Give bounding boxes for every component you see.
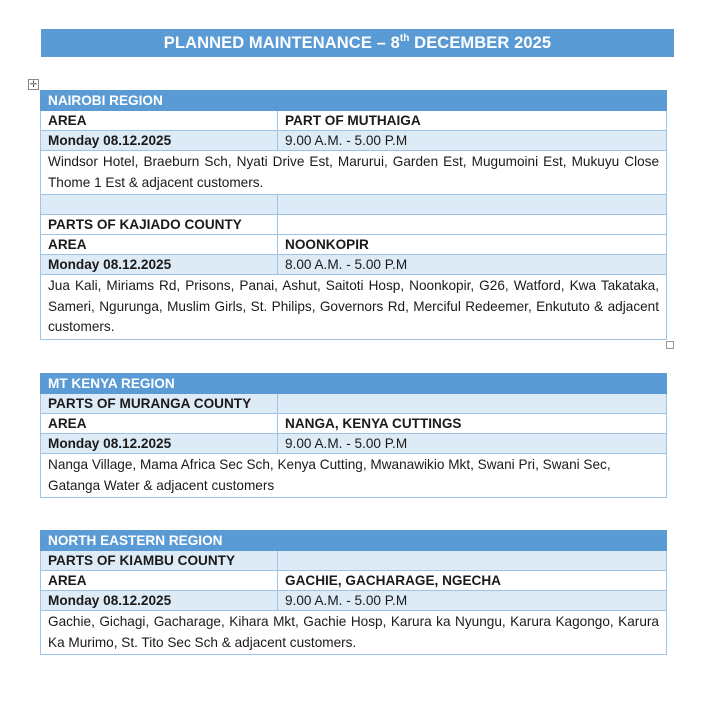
area-label: AREA — [41, 235, 278, 255]
locations-cell: Jua Kali, Miriams Rd, Prisons, Panai, Ashut, Saitoti Hosp, Noonkopir, G26, Watford, Kwa Takataka, Sameri, Ngurunga, Muslim Girls, St. Philips, Governors Rd, Merciful Redeemer, Enkututo & adjacent customers. — [41, 275, 667, 340]
nairobi-region-table — [40, 90, 667, 340]
date-cell: Monday 08.12.2025 — [41, 591, 278, 611]
date-cell: Monday 08.12.2025 — [41, 131, 278, 151]
table-resize-icon[interactable] — [666, 341, 674, 349]
time-cell: 9.00 A.M. - 5.00 P.M — [278, 591, 667, 611]
title-suffix: DECEMBER 2025 — [409, 34, 552, 52]
area-name: GACHIE, GACHARAGE, NGECHA — [278, 571, 667, 591]
mtkenya-region-table — [40, 373, 667, 498]
empty-cell — [41, 195, 278, 215]
region-header: MT KENYA REGION — [41, 374, 667, 394]
empty-cell — [278, 551, 667, 571]
area-name: NANGA, KENYA CUTTINGS — [278, 414, 667, 434]
area-label: AREA — [41, 414, 278, 434]
region-header: NORTH EASTERN REGION — [41, 531, 667, 551]
title-prefix: PLANNED MAINTENANCE – 8 — [163, 34, 400, 52]
county-label: PARTS OF MURANGA COUNTY — [41, 394, 278, 414]
date-cell: Monday 08.12.2025 — [41, 255, 278, 275]
locations-cell: Nanga Village, Mama Africa Sec Sch, Kenya Cutting, Mwanawikio Mkt, Swani Pri, Swani Sec, Gatanga Water & adjacent customers — [41, 454, 667, 498]
area-label: AREA — [41, 571, 278, 591]
empty-cell — [278, 394, 667, 414]
time-cell: 9.00 A.M. - 5.00 P.M — [278, 434, 667, 454]
empty-cell — [278, 215, 667, 235]
area-label: AREA — [41, 111, 278, 131]
page-title — [41, 29, 674, 57]
northeastern-region-table — [40, 530, 667, 655]
region-header: NAIROBI REGION — [41, 91, 667, 111]
table-move-icon[interactable]: ✛ — [29, 79, 38, 89]
locations-cell: Windsor Hotel, Braeburn Sch, Nyati Drive Est, Marurui, Garden Est, Mugumoini Est, Mukuyu Close Thome 1 Est & adjacent customers. — [41, 151, 667, 195]
empty-cell — [278, 195, 667, 215]
area-name: PART OF MUTHAIGA — [278, 111, 667, 131]
time-cell: 8.00 A.M. - 5.00 P.M — [278, 255, 667, 275]
date-cell: Monday 08.12.2025 — [41, 434, 278, 454]
time-cell: 9.00 A.M. - 5.00 P.M — [278, 131, 667, 151]
area-name: NOONKOPIR — [278, 235, 667, 255]
county-label: PARTS OF KIAMBU COUNTY — [41, 551, 278, 571]
county-label: PARTS OF KAJIADO COUNTY — [41, 215, 278, 235]
title-superscript: th — [399, 32, 410, 44]
locations-cell: Gachie, Gichagi, Gacharage, Kihara Mkt, Gachie Hosp, Karura ka Nyungu, Karura Kagongo, Karura Ka Murimo, St. Tito Sec Sch & adjacent customers. — [41, 611, 667, 655]
